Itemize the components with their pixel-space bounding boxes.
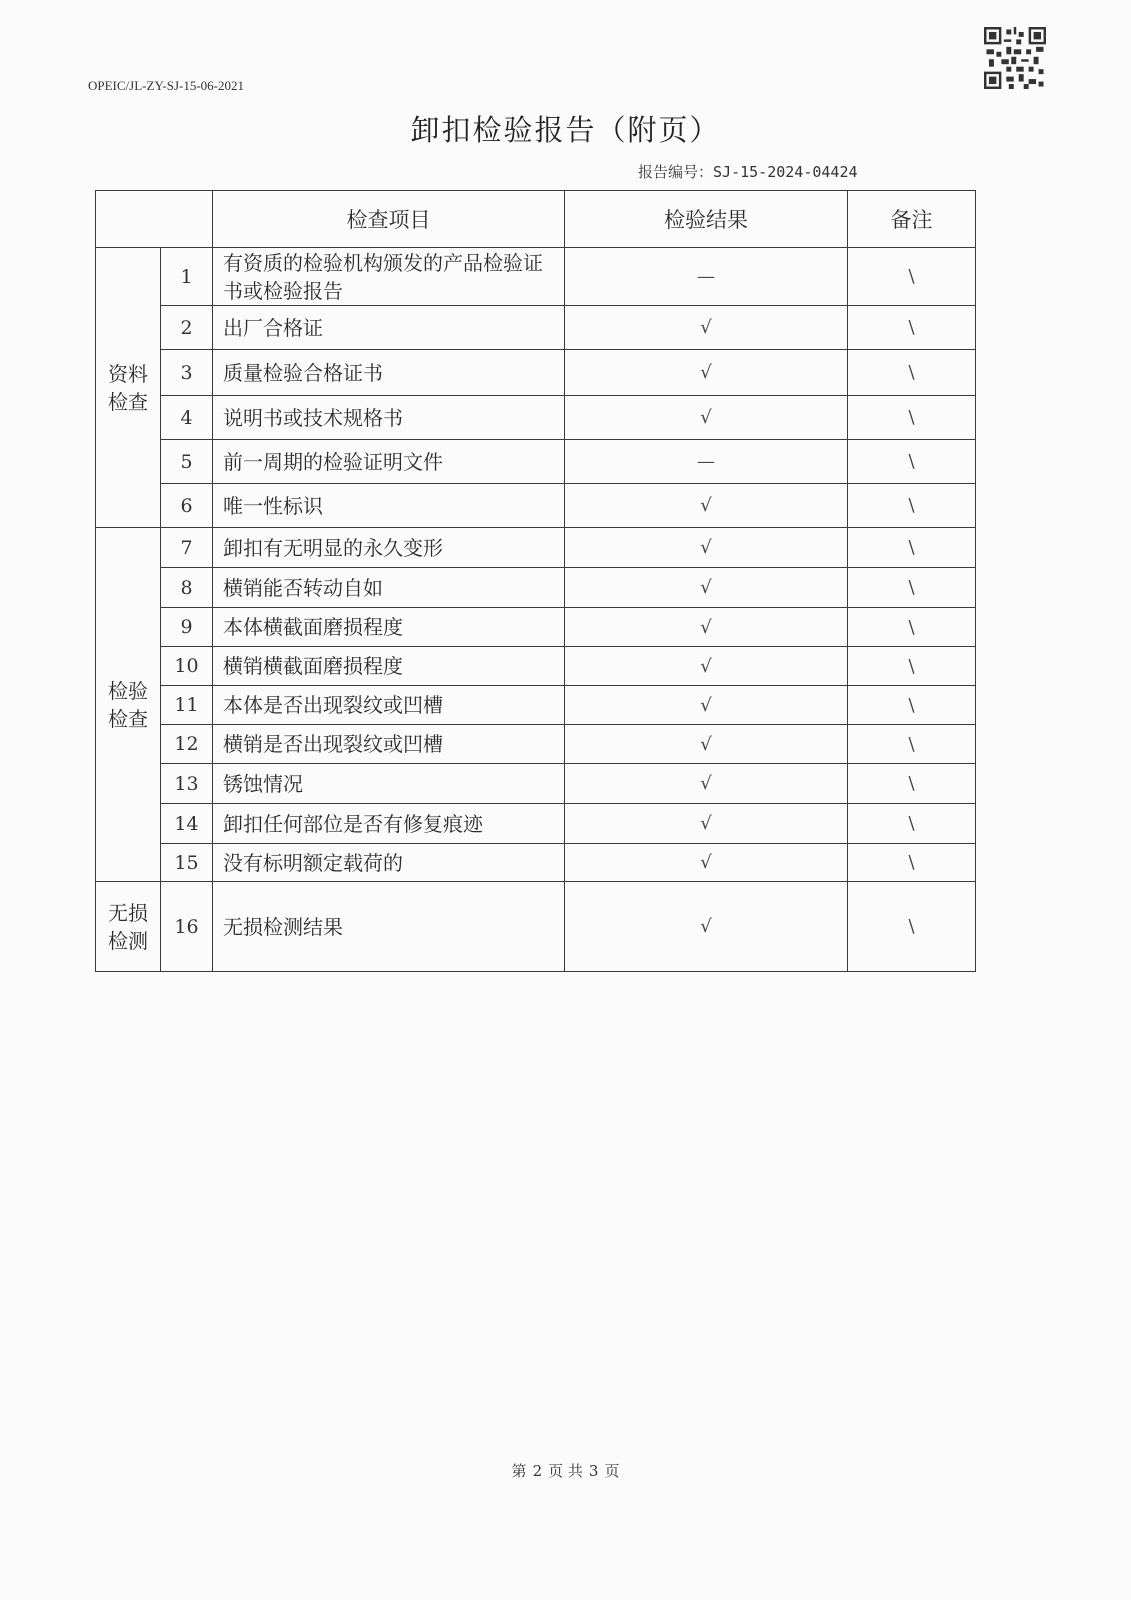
item-text: 横销横截面磨损程度 [213, 647, 565, 686]
footer-total: 3 [588, 1462, 599, 1480]
row-number: 14 [161, 804, 213, 844]
result-mark: — [565, 248, 848, 306]
result-mark: √ [565, 528, 848, 568]
note-mark: \ [848, 350, 976, 396]
note-mark: \ [848, 528, 976, 568]
row-number: 7 [161, 528, 213, 568]
header-result: 检验结果 [565, 191, 848, 248]
note-mark: \ [848, 804, 976, 844]
group-label [96, 528, 161, 882]
inspection-table-body [96, 248, 976, 972]
item-text: 横销是否出现裂纹或凹槽 [213, 725, 565, 764]
item-text: 说明书或技术规格书 [213, 396, 565, 440]
table-header-row [96, 191, 976, 248]
row-number: 12 [161, 725, 213, 764]
item-text: 卸扣有无明显的永久变形 [213, 528, 565, 568]
item-text: 唯一性标识 [213, 484, 565, 528]
group-label-line: 资料 [108, 361, 148, 386]
footer-suffix: 页 [604, 1462, 620, 1480]
table-row [96, 804, 976, 844]
group-label-line: 无损 [108, 900, 148, 925]
row-number: 16 [161, 882, 213, 972]
result-mark: √ [565, 568, 848, 608]
table-row [96, 608, 976, 647]
row-number: 8 [161, 568, 213, 608]
group-label-line: 检查 [108, 706, 148, 731]
note-mark: \ [848, 306, 976, 350]
item-text: 出厂合格证 [213, 306, 565, 350]
qr-code-icon [984, 27, 1046, 89]
table-row [96, 484, 976, 528]
note-mark: \ [848, 647, 976, 686]
result-mark: √ [565, 725, 848, 764]
footer-mid: 页 共 [548, 1462, 583, 1480]
result-mark: √ [565, 306, 848, 350]
item-text: 本体是否出现裂纹或凹槽 [213, 686, 565, 725]
item-text: 本体横截面磨损程度 [213, 608, 565, 647]
note-mark: \ [848, 608, 976, 647]
note-mark: \ [848, 396, 976, 440]
row-number: 1 [161, 248, 213, 306]
note-mark: \ [848, 248, 976, 306]
footer-prefix: 第 [511, 1462, 527, 1480]
inspection-table [95, 190, 976, 972]
table-row [96, 686, 976, 725]
table-row [96, 568, 976, 608]
page-footer [0, 1460, 1131, 1481]
header-item: 检查项目 [213, 191, 565, 248]
row-number: 13 [161, 764, 213, 804]
table-row [96, 647, 976, 686]
footer-page: 2 [532, 1462, 543, 1480]
note-mark: \ [848, 725, 976, 764]
note-mark: \ [848, 844, 976, 882]
result-mark: — [565, 440, 848, 484]
note-mark: \ [848, 484, 976, 528]
item-text: 卸扣任何部位是否有修复痕迹 [213, 804, 565, 844]
group-label [96, 882, 161, 972]
table-row [96, 844, 976, 882]
row-number: 4 [161, 396, 213, 440]
table-row [96, 764, 976, 804]
row-number: 11 [161, 686, 213, 725]
row-number: 3 [161, 350, 213, 396]
result-mark: √ [565, 686, 848, 725]
note-mark: \ [848, 568, 976, 608]
row-number: 15 [161, 844, 213, 882]
note-mark: \ [848, 440, 976, 484]
result-mark: √ [565, 804, 848, 844]
report-number-value: SJ-15-2024-04424 [713, 163, 858, 181]
result-mark: √ [565, 647, 848, 686]
table-row [96, 248, 976, 306]
group-label-line: 检验 [108, 678, 148, 703]
row-number: 6 [161, 484, 213, 528]
page-title: 卸扣检验报告（附页） [410, 113, 721, 147]
table-row [96, 440, 976, 484]
result-mark: √ [565, 484, 848, 528]
item-text: 横销能否转动自如 [213, 568, 565, 608]
result-mark: √ [565, 608, 848, 647]
table-row [96, 528, 976, 568]
result-mark: √ [565, 396, 848, 440]
row-number: 10 [161, 647, 213, 686]
note-mark: \ [848, 686, 976, 725]
header-note: 备注 [848, 191, 976, 248]
result-mark: √ [565, 882, 848, 972]
note-mark: \ [848, 882, 976, 972]
table-row [96, 396, 976, 440]
item-text: 锈蚀情况 [213, 764, 565, 804]
report-number-label: 报告编号： [638, 163, 714, 181]
header-blank [96, 191, 213, 248]
row-number: 9 [161, 608, 213, 647]
result-mark: √ [565, 764, 848, 804]
item-text: 前一周期的检验证明文件 [213, 440, 565, 484]
result-mark: √ [565, 844, 848, 882]
row-number: 2 [161, 306, 213, 350]
table-row [96, 725, 976, 764]
item-text: 质量检验合格证书 [213, 350, 565, 396]
note-mark: \ [848, 764, 976, 804]
report-number [638, 161, 858, 182]
item-text: 有资质的检验机构颁发的产品检验证书或检验报告 [213, 248, 565, 306]
result-mark: √ [565, 350, 848, 396]
table-row [96, 882, 976, 972]
document-code: OPEIC/JL-ZY-SJ-15-06-2021 [88, 78, 244, 93]
row-number: 5 [161, 440, 213, 484]
table-row [96, 350, 976, 396]
table-row [96, 306, 976, 350]
group-label-line: 检测 [108, 928, 148, 953]
group-label [96, 248, 161, 528]
item-text: 无损检测结果 [213, 882, 565, 972]
item-text: 没有标明额定载荷的 [213, 844, 565, 882]
group-label-line: 检查 [108, 389, 148, 414]
